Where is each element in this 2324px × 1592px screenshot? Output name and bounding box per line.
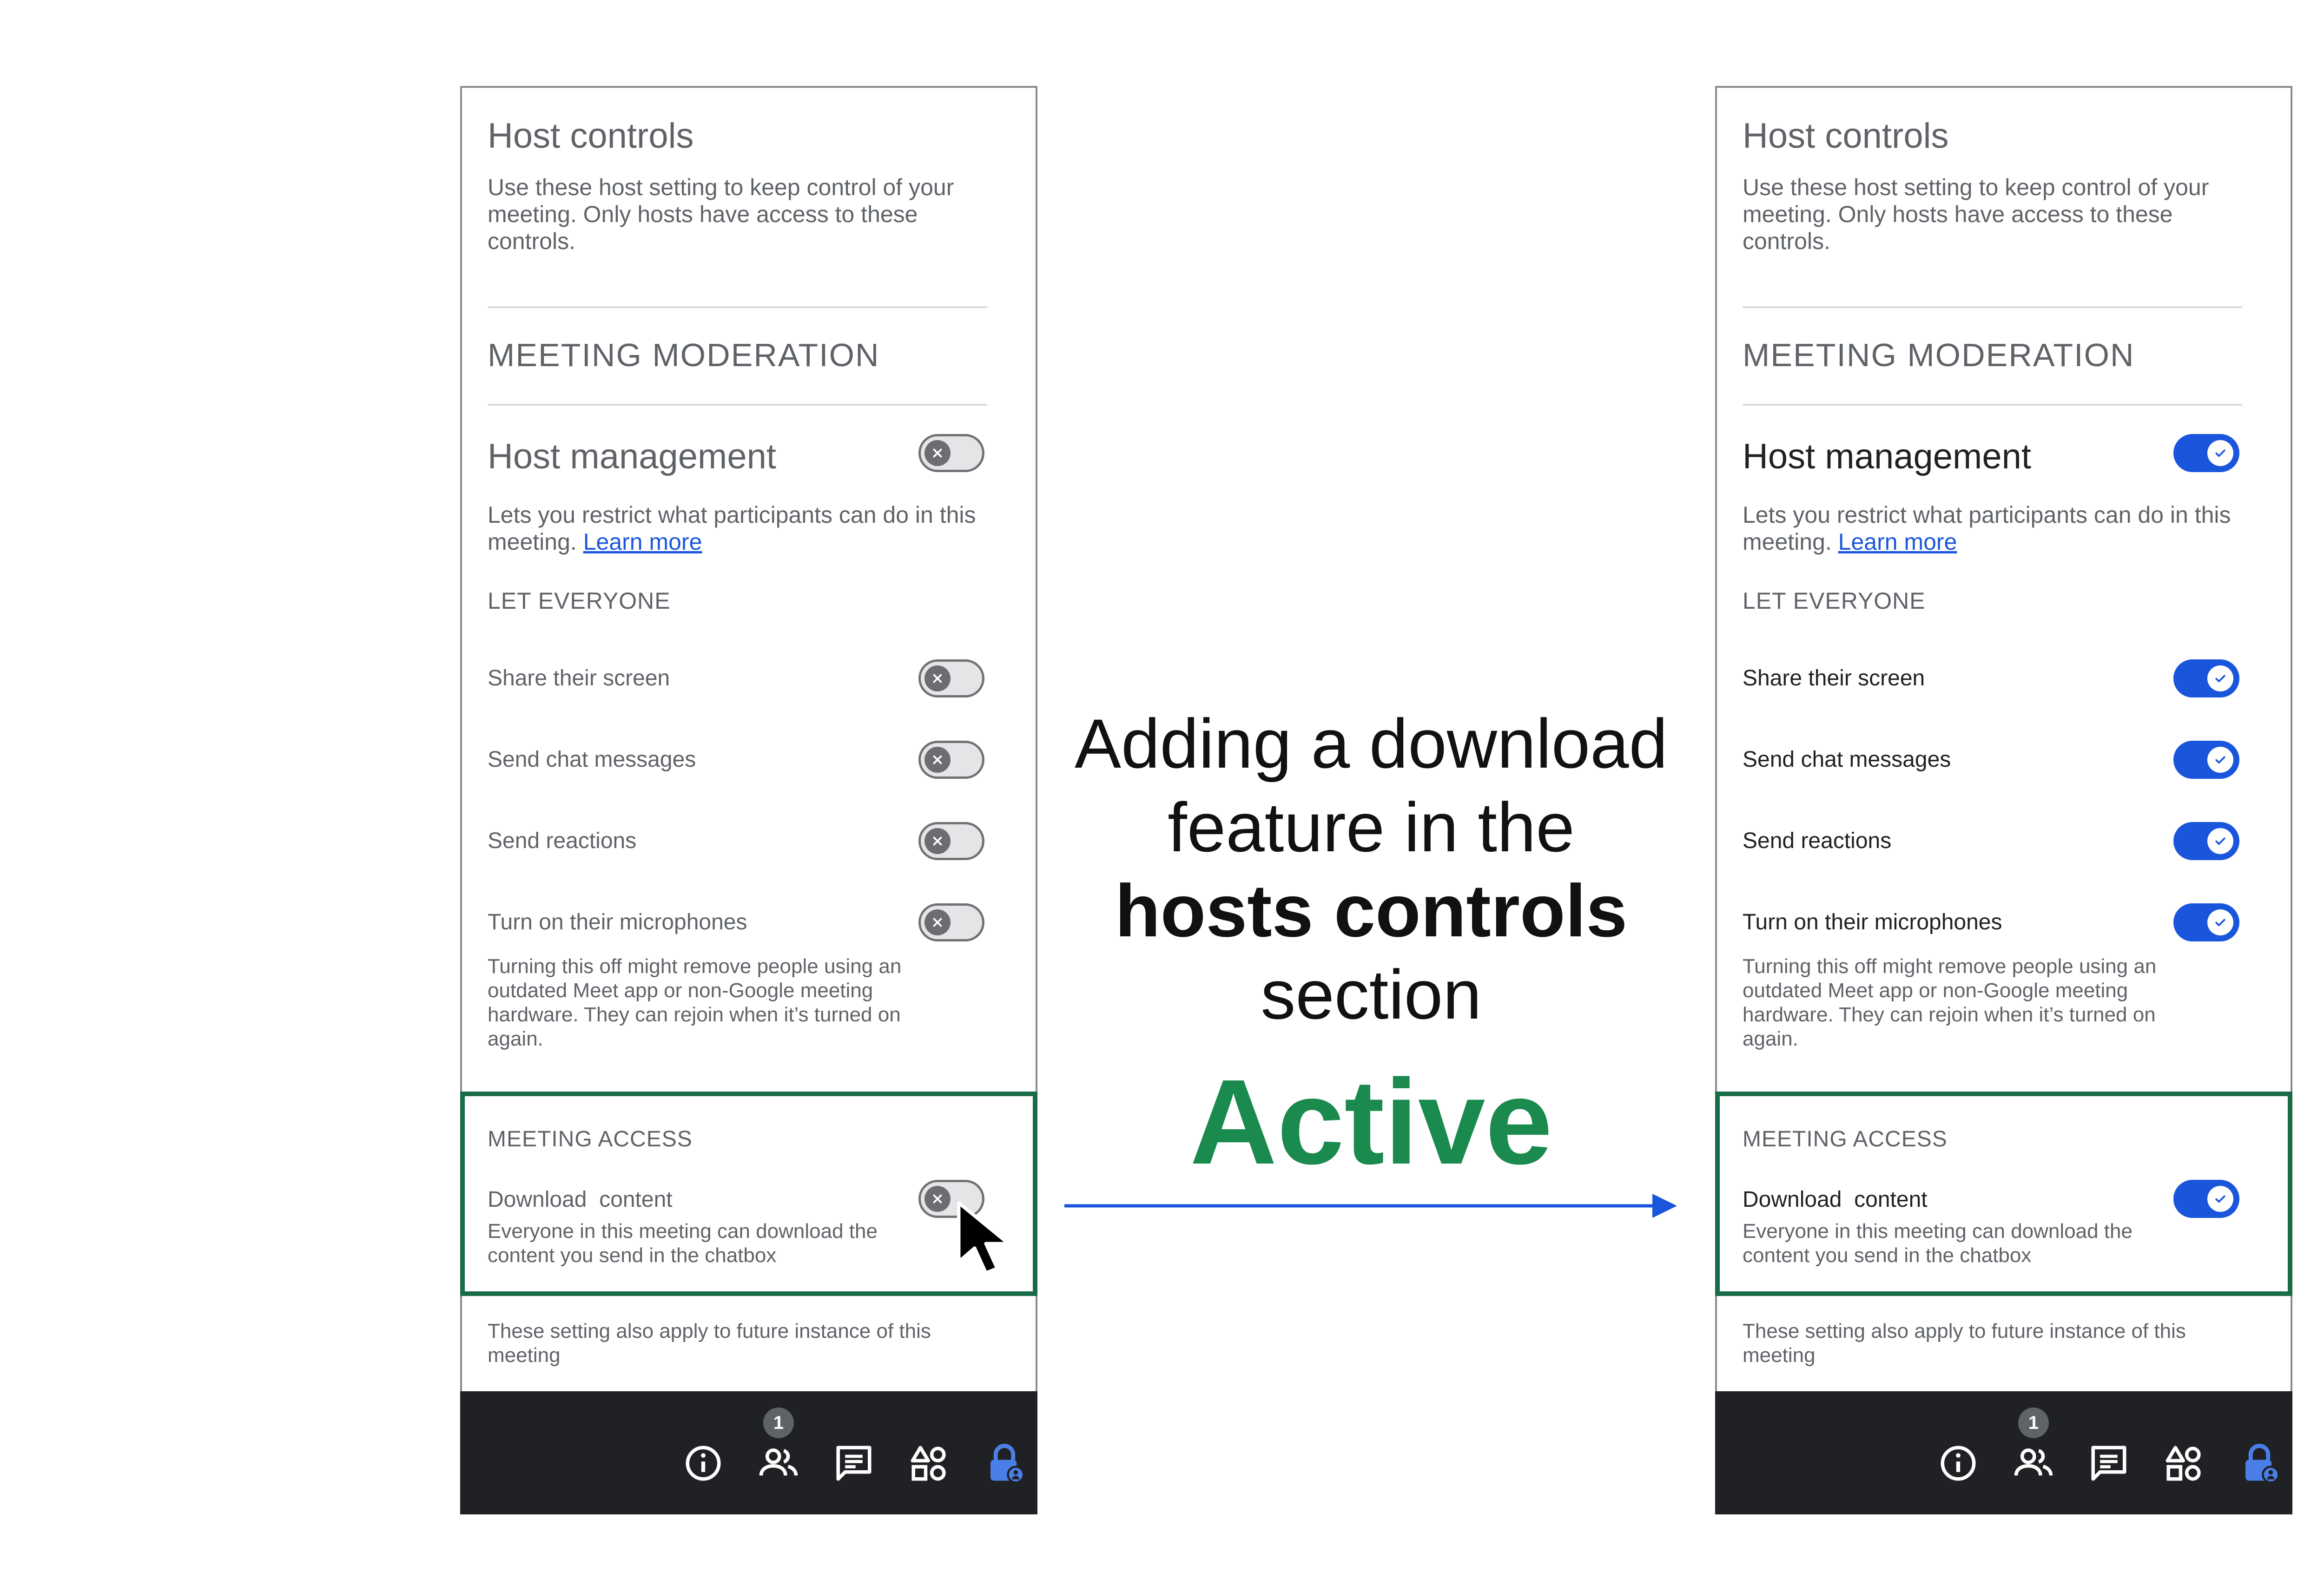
microphones-note: Turning this off might remove people using an outdated Meet app or non-Google meeting hardware. They can rejoin when it’s turned on again. <box>1743 955 2157 1050</box>
microphones-toggle[interactable] <box>2173 903 2239 941</box>
microphones-label: Turn on their microphones <box>488 910 747 934</box>
send-reactions-toggle[interactable] <box>918 822 984 860</box>
caption-line-3: hosts controls <box>1115 869 1628 952</box>
host-management-toggle[interactable] <box>918 434 984 472</box>
check-icon <box>2207 1186 2233 1212</box>
send-reactions-toggle[interactable] <box>2173 822 2239 860</box>
learn-more-link[interactable]: Learn more <box>583 529 702 555</box>
let-everyone-heading: LET EVERYONE <box>1743 588 1926 614</box>
host-controls-lock-icon[interactable] <box>984 1442 1025 1484</box>
download-content-label: Download content <box>1743 1187 1928 1212</box>
close-icon <box>924 909 951 935</box>
chat-icon[interactable] <box>2088 1442 2130 1484</box>
check-icon <box>2207 665 2233 691</box>
activities-icon[interactable] <box>908 1442 950 1484</box>
people-icon[interactable] <box>2013 1442 2054 1484</box>
panel-title: Host controls <box>488 116 694 156</box>
future-instance-note: These setting also apply to future instance of this meeting <box>488 1320 931 1367</box>
learn-more-link[interactable]: Learn more <box>1838 529 1957 555</box>
divider <box>488 306 987 308</box>
divider <box>1743 306 2242 308</box>
mouse-pointer-icon <box>953 1198 1023 1280</box>
download-content-label: Download content <box>488 1187 673 1212</box>
send-chat-toggle[interactable] <box>2173 741 2239 779</box>
send-chat-label: Send chat messages <box>488 747 696 772</box>
let-everyone-heading: LET EVERYONE <box>488 588 671 614</box>
close-icon <box>924 440 951 466</box>
host-controls-lock-icon[interactable] <box>2238 1442 2280 1484</box>
close-icon <box>924 828 951 854</box>
divider <box>488 404 987 406</box>
panel-description: Use these host setting to keep control of your meeting. Only hosts have access to these controls. <box>1743 174 2209 254</box>
microphones-label: Turn on their microphones <box>1743 910 2002 934</box>
meeting-moderation-heading: MEETING MODERATION <box>488 337 880 373</box>
download-content-toggle[interactable] <box>2173 1180 2239 1218</box>
share-screen-toggle[interactable] <box>2173 659 2239 697</box>
people-icon[interactable] <box>758 1442 799 1484</box>
arrow-right-icon <box>1064 1192 1678 1220</box>
meeting-toolbar <box>460 1391 1037 1514</box>
share-screen-label: Share their screen <box>1743 666 1925 691</box>
host-management-label: Host management <box>1743 437 2031 476</box>
info-icon[interactable] <box>682 1442 724 1484</box>
download-content-description: Everyone in this meeting can download the content you send in the chatbox <box>1743 1220 2133 1267</box>
meeting-toolbar <box>1715 1391 2292 1514</box>
microphones-note: Turning this off might remove people using an outdated Meet app or non-Google meeting hardware. They can rejoin when it’s turned on again. <box>488 955 902 1050</box>
check-icon <box>2207 828 2233 854</box>
host-management-description: Lets you restrict what participants can do in this meeting. Learn more <box>1743 502 2231 555</box>
send-reactions-label: Send reactions <box>488 829 637 853</box>
info-icon[interactable] <box>1937 1442 1979 1484</box>
close-icon <box>924 747 951 773</box>
download-content-description: Everyone in this meeting can download the content you send in the chatbox <box>488 1220 878 1267</box>
share-screen-toggle[interactable] <box>918 659 984 697</box>
microphones-toggle[interactable] <box>918 903 984 941</box>
share-screen-label: Share their screen <box>488 666 670 691</box>
host-controls-panel-before <box>460 86 1037 1513</box>
send-chat-label: Send chat messages <box>1743 747 1951 772</box>
status-active-label: Active <box>1189 1055 1553 1190</box>
meeting-access-heading: MEETING ACCESS <box>1743 1127 1948 1151</box>
people-count-badge: 1 <box>2018 1408 2049 1438</box>
divider <box>1743 404 2242 406</box>
panel-title: Host controls <box>1743 116 1949 156</box>
check-icon <box>2207 747 2233 773</box>
caption-line-4: section <box>1261 955 1482 1033</box>
host-management-toggle[interactable] <box>2173 434 2239 472</box>
host-management-label: Host management <box>488 437 776 476</box>
caption <box>1037 702 1706 869</box>
activities-icon[interactable] <box>2163 1442 2205 1484</box>
close-icon <box>924 665 951 691</box>
meeting-access-heading: MEETING ACCESS <box>488 1127 693 1151</box>
chat-icon[interactable] <box>833 1442 875 1484</box>
caption-line-1: Adding a download <box>1074 704 1668 783</box>
future-instance-note: These setting also apply to future instance of this meeting <box>1743 1320 2186 1367</box>
panel-description: Use these host setting to keep control of your meeting. Only hosts have access to these controls. <box>488 174 954 254</box>
people-count-badge: 1 <box>763 1408 794 1438</box>
host-management-description: Lets you restrict what participants can do in this meeting. Learn more <box>488 502 976 555</box>
close-icon <box>924 1186 951 1212</box>
host-controls-panel-after <box>1715 86 2292 1513</box>
send-chat-toggle[interactable] <box>918 741 984 779</box>
check-icon <box>2207 440 2233 466</box>
send-reactions-label: Send reactions <box>1743 829 1892 853</box>
check-icon <box>2207 909 2233 935</box>
meeting-moderation-heading: MEETING MODERATION <box>1743 337 2135 373</box>
caption-line-2: feature in the <box>1168 788 1575 866</box>
